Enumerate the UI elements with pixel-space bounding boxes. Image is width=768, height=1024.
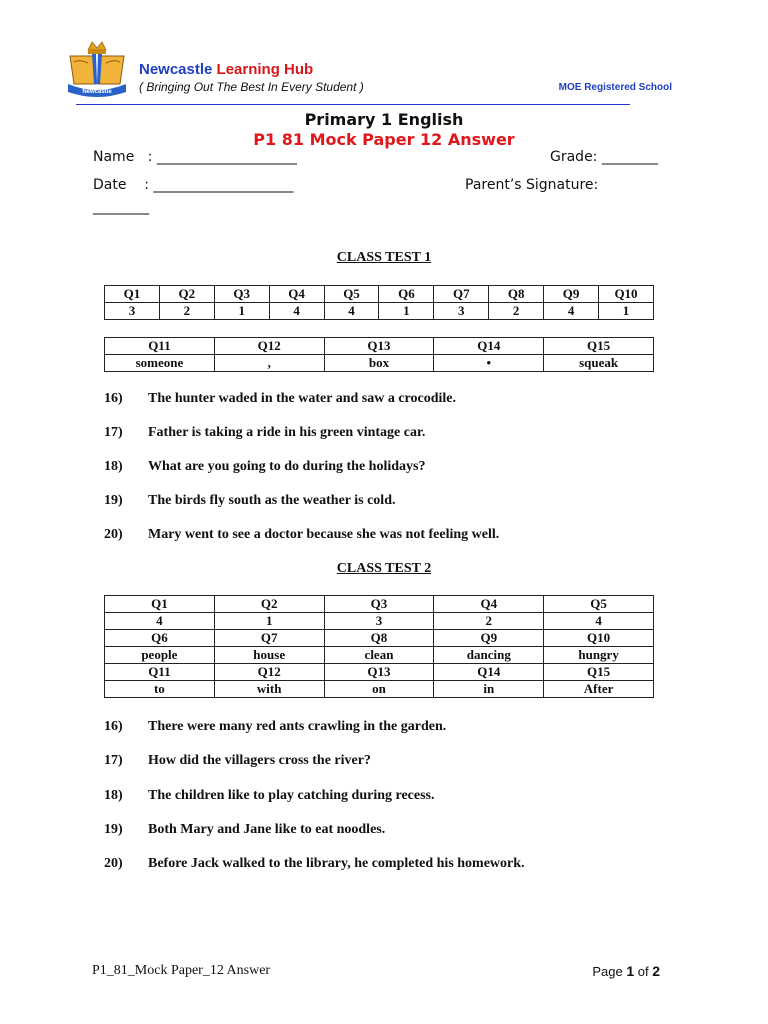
answer-cell: 3 <box>324 613 434 630</box>
answer-cell: people <box>105 647 215 664</box>
page-total: 2 <box>652 963 660 979</box>
question-cell: Q6 <box>105 630 215 647</box>
answer-cell: After <box>544 681 654 698</box>
footer-page-number <box>592 963 660 979</box>
parent-signature-line: ________ <box>93 199 149 215</box>
answer-cell: 3 <box>105 303 160 320</box>
question-cell: Q7 <box>434 286 489 303</box>
table-row <box>105 338 654 355</box>
page-current: 1 <box>626 963 635 979</box>
test2-sentence-18 <box>104 788 435 804</box>
table-row <box>105 286 654 303</box>
table-row <box>105 596 654 613</box>
test2-sentence-16 <box>104 719 446 735</box>
question-cell: Q9 <box>544 286 599 303</box>
answer-cell: with <box>214 681 324 698</box>
test1-sentence-20 <box>104 527 499 543</box>
question-cell: Q14 <box>434 664 544 681</box>
answer-cell: dancing <box>434 647 544 664</box>
table-row <box>105 630 654 647</box>
page-word: Page <box>592 964 623 979</box>
school-name-part2: Learning Hub <box>216 61 314 78</box>
sentence-number: 19) <box>104 822 123 837</box>
question-cell: Q5 <box>544 596 654 613</box>
date-field: Date : ____________________ <box>93 177 294 193</box>
sentence-number: 19) <box>104 493 123 508</box>
question-cell: Q12 <box>214 338 324 355</box>
subject-title: Primary 1 English <box>304 110 464 129</box>
question-cell: Q13 <box>324 664 434 681</box>
test1-answer-table-2 <box>104 337 654 372</box>
answer-cell: 3 <box>434 303 489 320</box>
answer-cell: hungry <box>544 647 654 664</box>
answer-cell: , <box>214 355 324 372</box>
question-cell: Q14 <box>434 338 544 355</box>
answer-cell: squeak <box>544 355 654 372</box>
answer-cell: someone <box>105 355 215 372</box>
sentence-number: 20) <box>104 856 123 871</box>
school-name-part1: Newcastle <box>139 61 213 78</box>
footer-filename: P1_81_Mock Paper_12 Answer <box>92 963 271 978</box>
question-cell: Q11 <box>105 664 215 681</box>
test2-sentence-20 <box>104 856 525 872</box>
sentence-number: 16) <box>104 391 123 406</box>
test2-sentence-17 <box>104 753 371 769</box>
question-cell: Q5 <box>324 286 379 303</box>
answer-cell: 2 <box>159 303 214 320</box>
answer-cell: 4 <box>544 613 654 630</box>
question-cell: Q3 <box>324 596 434 613</box>
answer-cell: 2 <box>434 613 544 630</box>
test1-answer-table-1 <box>104 285 654 320</box>
table-row <box>105 681 654 698</box>
moe-registered-label: MOE Registered School <box>558 82 672 93</box>
question-cell: Q10 <box>599 286 654 303</box>
sentence-text: The children like to play catching during recess. <box>148 788 435 803</box>
question-cell: Q4 <box>269 286 324 303</box>
test1-sentence-19 <box>104 493 395 509</box>
answer-cell: 1 <box>379 303 434 320</box>
sentence-text: How did the villagers cross the river? <box>148 753 371 768</box>
question-cell: Q9 <box>434 630 544 647</box>
sentence-text: Father is taking a ride in his green vintage car. <box>148 425 426 440</box>
sentence-text: Both Mary and Jane like to eat noodles. <box>148 822 386 837</box>
question-cell: Q8 <box>489 286 544 303</box>
question-cell: Q3 <box>214 286 269 303</box>
of-word: of <box>637 964 649 979</box>
answer-cell: box <box>324 355 434 372</box>
sentence-number: 17) <box>104 425 123 440</box>
answer-cell: 1 <box>599 303 654 320</box>
question-cell: Q10 <box>544 630 654 647</box>
sentence-number: 16) <box>104 719 123 734</box>
answer-cell: house <box>214 647 324 664</box>
answer-cell: 1 <box>214 613 324 630</box>
school-name <box>139 61 313 78</box>
sentence-number: 17) <box>104 753 123 768</box>
question-cell: Q2 <box>214 596 324 613</box>
question-cell: Q13 <box>324 338 434 355</box>
answer-cell: 1 <box>214 303 269 320</box>
table-row <box>105 303 654 320</box>
answer-cell: 4 <box>105 613 215 630</box>
sentence-number: 20) <box>104 527 123 542</box>
answer-cell: 4 <box>324 303 379 320</box>
test1-sentence-18 <box>104 459 425 475</box>
answer-cell: 4 <box>269 303 324 320</box>
answer-cell: 2 <box>489 303 544 320</box>
school-motto: ( Bringing Out The Best In Every Student ) <box>139 80 364 94</box>
question-cell: Q1 <box>105 286 160 303</box>
header-divider <box>76 104 630 105</box>
sentence-text: The hunter waded in the water and saw a crocodile. <box>148 391 457 406</box>
answer-cell: 4 <box>544 303 599 320</box>
answer-cell: in <box>434 681 544 698</box>
sentence-number: 18) <box>104 459 123 474</box>
question-cell: Q8 <box>324 630 434 647</box>
parent-signature-label: Parent’s Signature: <box>465 177 599 193</box>
answer-cell: clean <box>324 647 434 664</box>
test2-answer-table <box>104 595 654 698</box>
sentence-text: The birds fly south as the weather is cold. <box>148 493 396 508</box>
sentence-number: 18) <box>104 788 123 803</box>
test2-sentence-19 <box>104 822 385 838</box>
question-cell: Q6 <box>379 286 434 303</box>
sentence-text: Before Jack walked to the library, he completed his homework. <box>148 856 525 871</box>
name-field: Name : ____________________ <box>93 149 297 165</box>
table-row <box>105 664 654 681</box>
table-row <box>105 355 654 372</box>
table-row <box>105 613 654 630</box>
question-cell: Q15 <box>544 664 654 681</box>
sentence-text: What are you going to do during the holidays? <box>148 459 426 474</box>
paper-title: P1 81 Mock Paper 12 Answer <box>253 130 515 149</box>
question-cell: Q15 <box>544 338 654 355</box>
grade-field: Grade: ________ <box>550 149 658 165</box>
table-row <box>105 647 654 664</box>
question-cell: Q4 <box>434 596 544 613</box>
sentence-text: Mary went to see a doctor because she was not feeling well. <box>148 527 500 542</box>
test1-sentence-16 <box>104 391 456 407</box>
test1-sentence-17 <box>104 425 425 441</box>
svg-text:Newcastle: Newcastle <box>82 89 112 95</box>
answer-cell: to <box>105 681 215 698</box>
school-logo <box>66 40 128 98</box>
question-cell: Q2 <box>159 286 214 303</box>
class-test-2-title: CLASS TEST 2 <box>336 561 432 576</box>
crown-icon <box>88 42 106 54</box>
answer-cell: • <box>434 355 544 372</box>
question-cell: Q11 <box>105 338 215 355</box>
sentence-text: There were many red ants crawling in the garden. <box>148 719 447 734</box>
question-cell: Q12 <box>214 664 324 681</box>
answer-cell: on <box>324 681 434 698</box>
class-test-1-title: CLASS TEST 1 <box>336 250 432 265</box>
question-cell: Q1 <box>105 596 215 613</box>
question-cell: Q7 <box>214 630 324 647</box>
